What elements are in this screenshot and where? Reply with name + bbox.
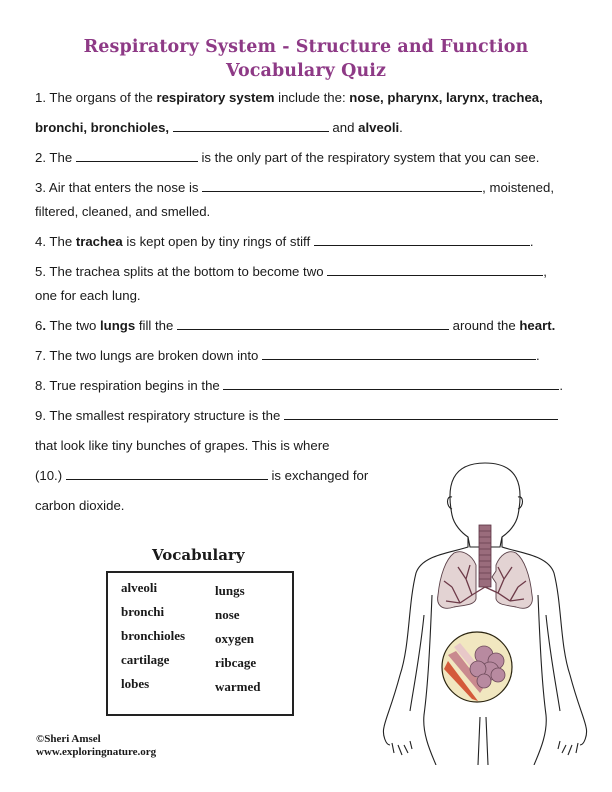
question-text: 9. The smallest respiratory structure is the [35,408,284,423]
question-text: . [399,120,403,135]
question-text: 7. The two lungs are broken down into [35,348,263,363]
question-text: is kept open by tiny rings of stiff [122,234,314,249]
question-9-line-1 [35,408,558,424]
respiratory-system-illustration [380,455,590,765]
question-bold-term: lungs [100,318,136,333]
question-text: 5. The trachea splits at the bottom to become two [35,264,328,279]
website-credit: www.exploringnature.org [36,746,157,758]
answer-blank-9[interactable] [284,408,558,420]
answer-blank-2[interactable] [76,150,198,162]
leg-line-right [486,717,488,765]
question-text: include the: [274,90,350,105]
leg-line-left [478,717,480,765]
question-text: . [529,234,534,249]
vocab-word: ribcage [215,655,257,670]
answer-blank-10[interactable] [66,468,268,480]
worksheet-title: Respiratory System - Structure and Function [83,37,529,57]
question-bold-term: nose, pharynx, larynx, trachea, [349,90,543,105]
body-outline [383,463,586,765]
question-bold-term: alveoli [358,120,400,135]
answer-blank-3[interactable] [202,180,482,192]
question-6 [35,318,555,334]
answer-blank-7[interactable] [262,348,536,360]
question-10-line-1 [35,468,368,484]
question-bold-term: trachea [75,234,123,249]
vocab-word: nose [215,607,240,622]
vocabulary-heading: Vocabulary [152,546,245,564]
question-bold-term: . [42,318,47,333]
question-text: and [328,120,359,135]
author-credit: ©Sheri Amsel [36,733,101,745]
vocab-word: bronchi [121,604,165,619]
right-torso-outline [534,595,546,765]
question-3-line-2: filtered, cleaned, and smelled. [35,204,211,219]
question-4 [35,234,533,250]
question-3-line-1 [35,180,554,196]
worksheet-subtitle: Vocabulary Quiz [225,61,387,81]
question-10-line-2: carbon dioxide. [35,498,125,513]
question-bold-term: respiratory system [156,90,275,105]
alveoli-magnified [442,632,512,702]
vocab-word: alveoli [121,580,158,595]
question-bold-term: bronchi, bronchioles, [35,120,170,135]
question-7 [35,348,540,364]
question-text: , moistened, [482,180,554,195]
question-text: 6 [35,318,43,333]
question-1-line-1 [35,90,543,106]
question-text: 8. True respiration begins in the [35,378,224,393]
question-1-line-2 [35,120,403,136]
question-text: around the [448,318,520,333]
vocabulary-box [106,571,294,716]
answer-blank-5[interactable] [327,264,543,276]
right-lung [492,552,532,609]
left-lung [438,552,476,609]
vocab-word: warmed [215,679,261,694]
question-bold-term: heart. [519,318,556,333]
question-text: 1. The organs of the [35,90,157,105]
answer-blank-1[interactable] [173,120,329,132]
answer-blank-4[interactable] [314,234,530,246]
question-text: is exchanged for [267,468,369,483]
question-text: . [536,348,540,363]
question-9-line-2: that look like tiny bunches of grapes. This is where [35,438,330,453]
question-5-line-1 [35,264,547,280]
question-text: 3. Air that enters the nose is [35,180,203,195]
question-8 [35,378,563,394]
right-arm-inner [546,615,560,711]
vocab-word: bronchioles [121,628,186,643]
left-arm-inner [410,615,424,711]
vocab-word: cartilage [121,652,170,667]
question-5-line-2: one for each lung. [35,288,141,303]
question-text: is the only part of the respiratory system that you can see. [197,150,540,165]
vocab-word: lungs [215,583,245,598]
question-text: fill the [135,318,177,333]
vocab-word: lobes [121,676,150,691]
question-text: 2. The [35,150,76,165]
answer-blank-8[interactable] [223,378,559,390]
question-text: The two [46,318,101,333]
question-2 [35,150,539,166]
trachea [479,525,491,587]
vocab-word: oxygen [215,631,254,646]
question-text: , [543,264,547,279]
left-torso-outline [424,595,436,765]
question-text: (10.) [35,468,66,483]
question-text: 4. The [35,234,76,249]
answer-blank-6[interactable] [177,318,449,330]
question-text: . [559,378,564,393]
